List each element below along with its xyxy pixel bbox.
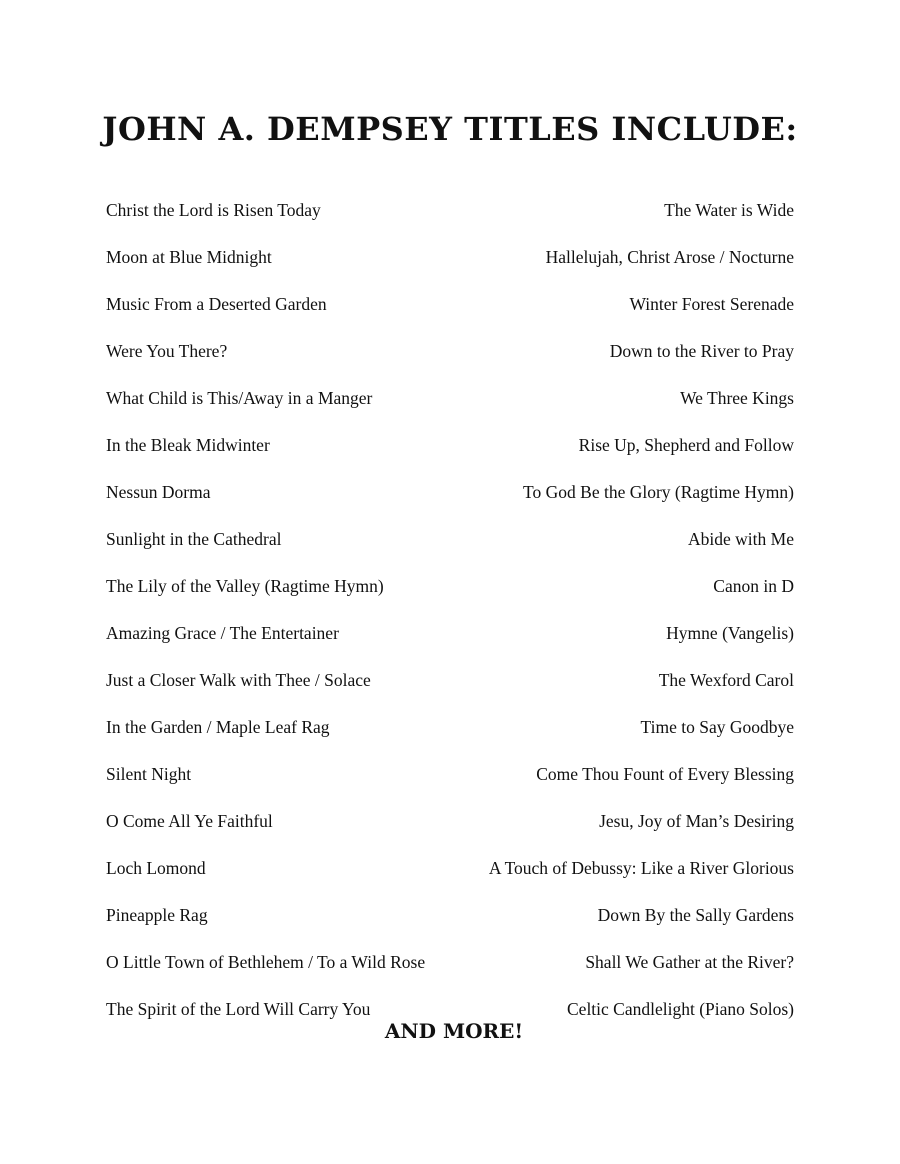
title-right: We Three Kings — [680, 387, 794, 408]
title-right: Come Thou Fount of Every Blessing — [536, 763, 794, 784]
title-left: In the Garden / Maple Leaf Rag — [106, 716, 330, 737]
list-row — [106, 515, 794, 562]
title-left: Loch Lomond — [106, 857, 206, 878]
list-row — [106, 327, 794, 374]
title-right: Celtic Candlelight (Piano Solos) — [567, 998, 794, 1019]
title-left: Sunlight in the Cathedral — [106, 528, 282, 549]
title-left: Pineapple Rag — [106, 904, 208, 925]
list-row — [106, 656, 794, 703]
title-left: The Lily of the Valley (Ragtime Hymn) — [106, 575, 384, 596]
list-row — [106, 750, 794, 797]
title-left: Silent Night — [106, 763, 192, 784]
title-right: Time to Say Goodbye — [640, 716, 794, 737]
title-left: Moon at Blue Midnight — [106, 246, 272, 267]
title-left: Were You There? — [106, 340, 228, 361]
and-more-footer: AND MORE! — [384, 1019, 524, 1043]
title-left: The Spirit of the Lord Will Carry You — [106, 998, 371, 1019]
title-left: O Little Town of Bethlehem / To a Wild Rose — [106, 951, 426, 972]
title-right: Hymne (Vangelis) — [666, 622, 794, 643]
title-right: Down By the Sally Gardens — [597, 904, 794, 925]
title-right: Rise Up, Shepherd and Follow — [578, 434, 794, 455]
title-right: Down to the River to Pray — [609, 340, 794, 361]
title-left: In the Bleak Midwinter — [106, 434, 270, 455]
list-row — [106, 703, 794, 750]
list-row — [106, 233, 794, 280]
list-row — [106, 562, 794, 609]
title-left: Amazing Grace / The Entertainer — [106, 622, 339, 643]
list-row — [106, 280, 794, 327]
title-right: To God Be the Glory (Ragtime Hymn) — [523, 481, 794, 502]
title-left: Just a Closer Walk with Thee / Solace — [106, 669, 371, 690]
title-left: What Child is This/Away in a Manger — [106, 387, 373, 408]
list-row — [106, 609, 794, 656]
list-row — [106, 938, 794, 985]
title-left: O Come All Ye Faithful — [106, 810, 273, 831]
list-row — [106, 186, 794, 233]
page-title: JOHN A. DEMPSEY TITLES INCLUDE: — [102, 110, 798, 148]
title-right: The Wexford Carol — [658, 669, 794, 690]
title-right: Abide with Me — [688, 528, 794, 549]
list-row — [106, 374, 794, 421]
title-right: Canon in D — [713, 575, 794, 596]
list-row — [106, 797, 794, 844]
title-right: A Touch of Debussy: Like a River Glorious — [488, 857, 794, 878]
title-left: Christ the Lord is Risen Today — [106, 199, 321, 220]
title-left: Nessun Dorma — [106, 481, 211, 502]
list-row — [106, 421, 794, 468]
titles-list — [106, 186, 794, 1032]
title-left: Music From a Deserted Garden — [106, 293, 327, 314]
title-right: Jesu, Joy of Man’s Desiring — [599, 810, 794, 831]
title-right: The Water is Wide — [664, 199, 794, 220]
list-row — [106, 844, 794, 891]
list-row — [106, 891, 794, 938]
title-right: Shall We Gather at the River? — [585, 951, 794, 972]
list-row — [106, 468, 794, 515]
title-right: Hallelujah, Christ Arose / Nocturne — [545, 246, 794, 267]
title-right: Winter Forest Serenade — [629, 293, 794, 314]
